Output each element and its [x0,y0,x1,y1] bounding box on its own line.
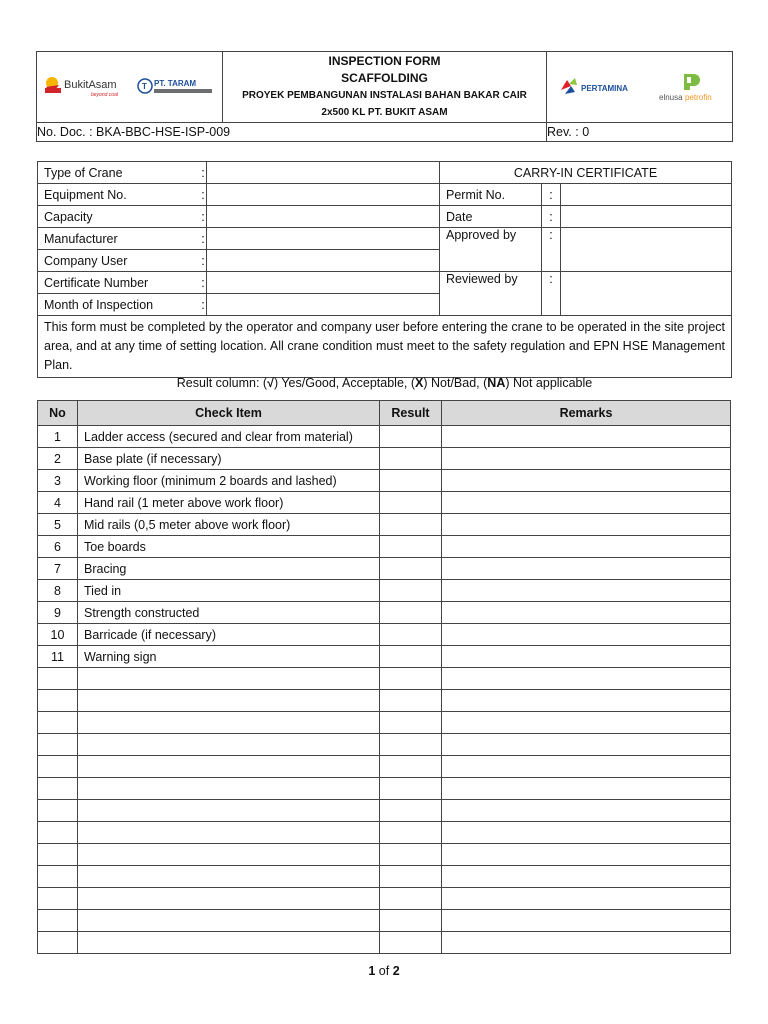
taram-name: PT. TARAM [153,79,196,88]
label-month-of-inspection: Month of Inspection [38,294,201,316]
row-number [38,844,78,866]
label-type-of-crane: Type of Crane [38,162,201,184]
label-certificate-number: Certificate Number [38,272,201,294]
colon: : [542,228,561,272]
remarks-field[interactable] [442,492,731,514]
check-item [78,888,380,910]
table-row [38,646,731,668]
carry-in-certificate-title: CARRY-IN CERTIFICATE [440,162,732,184]
legend-prefix: Result column: ( [176,376,268,390]
table-row [38,910,731,932]
result-field[interactable] [380,690,442,712]
check-item: Barricade (if necessary) [78,624,380,646]
table-row [38,690,731,712]
check-item [78,734,380,756]
row-number [38,668,78,690]
result-field[interactable] [380,558,442,580]
check-item [78,668,380,690]
result-field[interactable] [380,800,442,822]
row-number [38,734,78,756]
check-item: Bracing [78,558,380,580]
check-item [78,910,380,932]
remarks-field[interactable] [442,624,731,646]
check-item [78,756,380,778]
checklist-header-row [38,401,731,426]
check-item: Strength constructed [78,602,380,624]
table-row [38,580,731,602]
form-title-cell [223,52,547,123]
result-field[interactable] [380,426,442,448]
table-row [38,932,731,954]
capacity-field[interactable] [207,206,440,228]
remarks-field[interactable] [442,778,731,800]
form-subtitle: SCAFFOLDING [341,71,428,85]
pertamina-name: PERTAMINA [581,84,628,93]
col-header-check-item: Check Item [78,401,380,426]
legend-na-symbol: NA [487,376,506,390]
table-row [38,888,731,910]
result-field[interactable] [380,602,442,624]
check-item [78,800,380,822]
colon: : [200,228,207,250]
result-field[interactable] [380,624,442,646]
row-number: 9 [38,602,78,624]
company-user-field[interactable] [207,250,440,272]
label-equipment-no: Equipment No. [38,184,201,206]
remarks-field[interactable] [442,448,731,470]
check-item: Tied in [78,580,380,602]
left-logos [37,52,223,123]
remarks-field[interactable] [442,470,731,492]
doc-number: No. Doc. : BKA-BBC-HSE-ISP-009 [37,123,547,142]
table-row [38,602,731,624]
result-legend [37,376,732,390]
label-reviewed-by: Reviewed by [440,272,542,316]
bukit-asam-tagline: beyond coal [90,92,118,98]
result-field[interactable] [380,668,442,690]
check-item [78,844,380,866]
checklist-body [38,426,731,954]
legend-x-symbol: X [415,376,424,390]
type-of-crane-field[interactable] [207,162,440,184]
check-item: Working floor (minimum 2 boards and lashed) [78,470,380,492]
remarks-field[interactable] [442,734,731,756]
remarks-field[interactable] [442,910,731,932]
legend-notbad-text: ) Not/Bad, ( [423,376,488,390]
label-approved-by: Approved by [440,228,542,272]
result-field[interactable] [380,932,442,954]
row-number [38,910,78,932]
result-field[interactable] [380,580,442,602]
label-date: Date [440,206,542,228]
result-field[interactable] [380,492,442,514]
remarks-field[interactable] [442,712,731,734]
equipment-no-field[interactable] [207,184,440,206]
check-item [78,712,380,734]
result-field[interactable] [380,778,442,800]
result-field[interactable] [380,448,442,470]
legend-yes-text: ) Yes/Good, Acceptable, ( [273,376,416,390]
row-number [38,690,78,712]
project-line-1: PROYEK PEMBANGUNAN INSTALASI BAHAN BAKAR CAIR [242,90,527,101]
check-item: Toe boards [78,536,380,558]
table-row [38,514,731,536]
pt-taram-logo [137,76,217,98]
check-item [78,866,380,888]
colon: : [200,184,207,206]
col-header-remarks: Remarks [442,401,731,426]
row-number [38,866,78,888]
permit-no-field[interactable] [561,184,732,206]
table-row [38,536,731,558]
approved-by-field[interactable] [561,228,732,272]
colon: : [200,250,207,272]
table-row [38,866,731,888]
result-field[interactable] [380,844,442,866]
table-row [38,756,731,778]
row-number: 7 [38,558,78,580]
check-item [78,932,380,954]
remarks-field[interactable] [442,690,731,712]
bukit-asam-logo [43,73,133,101]
svg-text:T: T [141,82,147,91]
month-of-inspection-field[interactable] [207,294,440,316]
legend-na-text: ) Not applicable [505,376,593,390]
result-field[interactable] [380,536,442,558]
label-manufacturer: Manufacturer [38,228,201,250]
remarks-field[interactable] [442,756,731,778]
table-row [38,778,731,800]
table-row [38,734,731,756]
result-field[interactable] [380,888,442,910]
instruction-note: This form must be completed by the operator and company user before entering the crane to be operated in the site project area, and at any time of setting location. All crane condition must meet to the safety regulation and EPN HSE Management Plan. [38,316,732,378]
result-field[interactable] [380,712,442,734]
result-field[interactable] [380,646,442,668]
colon: : [542,184,561,206]
table-row [38,624,731,646]
remarks-field[interactable] [442,558,731,580]
remarks-field[interactable] [442,514,731,536]
table-row [38,448,731,470]
row-number: 2 [38,448,78,470]
right-logos [547,52,733,123]
revision: Rev. : 0 [547,123,733,142]
check-item: Hand rail (1 meter above work floor) [78,492,380,514]
row-number: 11 [38,646,78,668]
remarks-field[interactable] [442,888,731,910]
table-row [38,712,731,734]
colon: : [200,272,207,294]
label-permit-no: Permit No. [440,184,542,206]
table-row [38,800,731,822]
document-header [36,51,733,142]
reviewed-by-field[interactable] [561,272,732,316]
row-number [38,888,78,910]
row-number [38,822,78,844]
row-number: 8 [38,580,78,602]
label-company-user: Company User [38,250,201,272]
col-header-no: No [38,401,78,426]
remarks-field[interactable] [442,580,731,602]
manufacturer-field[interactable] [207,228,440,250]
elnusa-name: elnusa [659,93,683,102]
col-header-result: Result [380,401,442,426]
row-number [38,778,78,800]
date-field[interactable] [561,206,732,228]
result-field[interactable] [380,866,442,888]
remarks-field[interactable] [442,822,731,844]
row-number [38,932,78,954]
form-title: INSPECTION FORM [328,54,441,68]
row-number: 10 [38,624,78,646]
crane-info-table [37,161,732,378]
remarks-field[interactable] [442,536,731,558]
colon: : [542,272,561,316]
check-item: Mid rails (0,5 meter above work floor) [78,514,380,536]
legend-check-symbol: √ [267,376,274,390]
table-row [38,492,731,514]
result-field[interactable] [380,470,442,492]
colon: : [200,206,207,228]
elnusa-name-2: petrofin [685,93,712,102]
row-number: 1 [38,426,78,448]
pertamina-logo [559,76,634,98]
result-field[interactable] [380,756,442,778]
project-line-2: 2x500 KL PT. BUKIT ASAM [321,107,448,118]
table-row [38,822,731,844]
page-current: 1 [368,964,376,978]
remarks-field[interactable] [442,426,731,448]
bukit-asam-name: BukitAsam [63,79,117,91]
page-total: 2 [392,964,400,978]
row-number [38,712,78,734]
row-number: 3 [38,470,78,492]
result-field[interactable] [380,910,442,932]
page-number [0,964,768,978]
remarks-field[interactable] [442,668,731,690]
result-field[interactable] [380,734,442,756]
table-row [38,844,731,866]
colon: : [542,206,561,228]
check-item: Base plate (if necessary) [78,448,380,470]
result-field[interactable] [380,822,442,844]
row-number [38,800,78,822]
table-row [38,426,731,448]
remarks-field[interactable] [442,602,731,624]
result-field[interactable] [380,514,442,536]
page-of: of [375,964,393,978]
remarks-field[interactable] [442,866,731,888]
certificate-number-field[interactable] [207,272,440,294]
table-row [38,558,731,580]
row-number: 4 [38,492,78,514]
row-number: 5 [38,514,78,536]
check-item [78,778,380,800]
remarks-field[interactable] [442,844,731,866]
remarks-field[interactable] [442,646,731,668]
colon: : [200,162,207,184]
check-item [78,690,380,712]
check-item: Ladder access (secured and clear from material) [78,426,380,448]
check-item: Warning sign [78,646,380,668]
colon: : [200,294,207,316]
elnusa-logo [658,70,720,104]
check-item [78,822,380,844]
checklist-table [37,400,731,954]
remarks-field[interactable] [442,800,731,822]
row-number [38,756,78,778]
table-row [38,668,731,690]
table-row [38,470,731,492]
label-capacity: Capacity [38,206,201,228]
remarks-field[interactable] [442,932,731,954]
row-number: 6 [38,536,78,558]
